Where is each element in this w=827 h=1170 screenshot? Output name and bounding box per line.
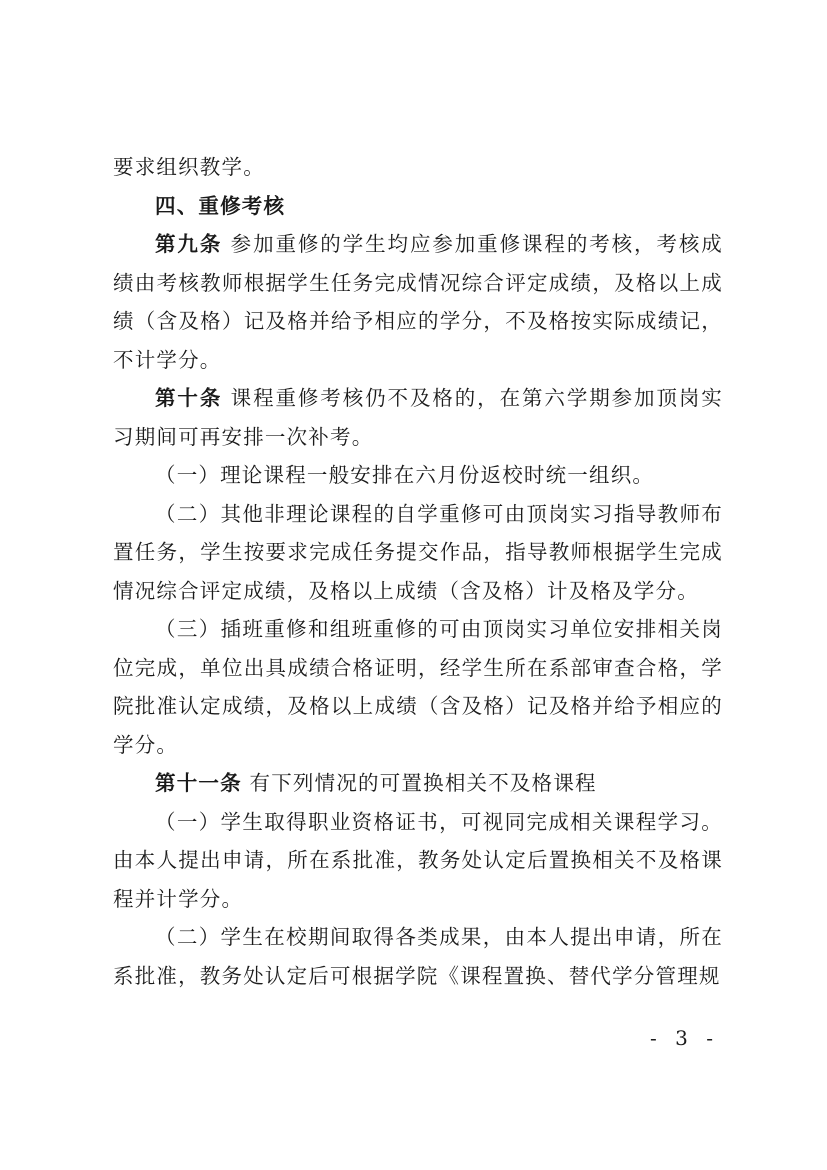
article-9-text: 参加重修的学生均应参加重修课程的考核，考核成绩由考核教师根据学生任务完成情况综合评定成绩，及格以上成绩（含及格）记及格并给予相应的学分，不及格按实际成绩记，不计学分。 [113,232,723,372]
article-10-text: 课程重修考核仍不及格的，在第六学期参加顶岗实习期间可再安排一次补考。 [113,386,723,449]
article-10-item-3: （三）插班重修和组班重修的可由顶岗实习单位安排相关岗位完成，单位出具成绩合格证明，经学生所在系部审查合格，学院批准认定成绩，及格以上成绩（含及格）记及格并给予相应的学分。 [113,617,723,757]
article-11-item-2: （二）学生在校期间取得各类成果，由本人提出申请，所在系批准，教务处认定后可根据学院《课程置换、替代学分管理规 [113,925,723,988]
article-10-item-1: （一）理论课程一般安排在六月份返校时统一组织。 [155,463,655,487]
article-11-label: 第十一条 [155,771,242,795]
article-10-item-2: （二）其他非理论课程的自学重修可由顶岗实习指导教师布置任务，学生按要求完成任务提交作品，指导教师根据学生完成情况综合评定成绩，及格以上成绩（含及格）计及格及学分。 [113,501,723,603]
article-11 [113,764,723,803]
article-10 [113,379,723,456]
article-10-label: 第十条 [155,386,223,410]
article-11-item-1: （一）学生取得职业资格证书，可视同完成相关课程学习。由本人提出申请，所在系批准，教务处认定后置换相关不及格课程并计学分。 [113,809,723,911]
article-11-text: 有下列情况的可置换相关不及格课程 [241,771,597,795]
paragraph-continuation: 要求组织教学。 [113,155,265,179]
section-heading-4: 四、重修考核 [155,193,286,218]
page-number: - 3 - [650,1026,719,1050]
document-body [113,148,723,995]
article-9-label: 第九条 [155,232,223,256]
article-9 [113,225,723,379]
